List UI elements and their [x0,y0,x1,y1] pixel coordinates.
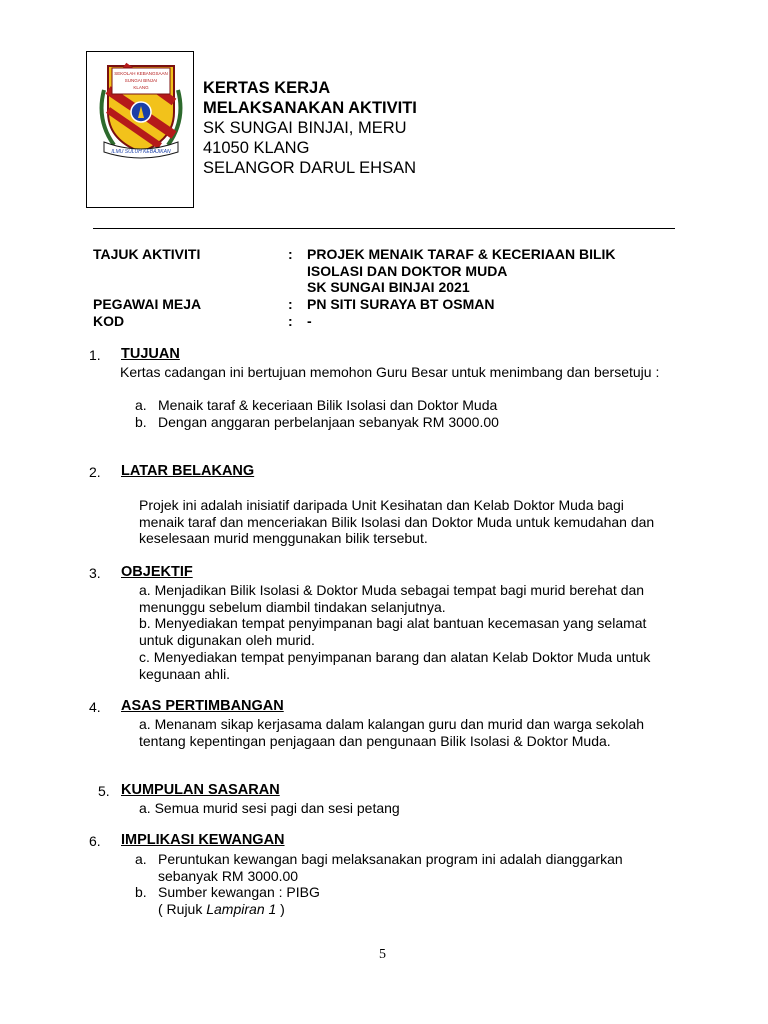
section-6-number: 6. [89,833,101,849]
section-6-item-a-marker: a. [135,851,147,867]
section-1-item-a-marker: a. [135,397,147,413]
header-line-3: SK SUNGAI BINJAI, MERU [203,119,407,137]
tajuk-line-2: ISOLASI DAN DOKTOR MUDA [307,262,508,279]
section-4-title: ASAS PERTIMBANGAN [121,698,284,714]
section-2-title: LATAR BELAKANG [121,463,255,479]
header-line-4: 41050 KLANG [203,139,310,157]
tajuk-line-1: PROJEK MENAIK TARAF & KECERIAAN BILIK [307,246,616,262]
section-6-title: IMPLIKASI KEWANGAN [121,832,285,848]
pegawai-label: PEGAWAI MEJA [93,296,202,312]
section-4-item-a: a. Menanam sikap kerjasama dalam kalangan guru dan murid dan warga sekolah tentang kepentingan penjagaan dan pengunaan Bilik Isolasi & Doktor Muda. [139,716,645,749]
header-divider [93,228,675,229]
logo-frame [86,51,194,208]
document-header [203,78,417,178]
section-3-title: OBJEKTIF [121,564,193,580]
reference-close: ) [276,901,285,917]
tajuk-colon: : [288,246,293,262]
pegawai-value: PN SITI SURAYA BT OSMAN [307,296,495,312]
header-line-5: SELANGOR DARUL EHSAN [203,159,417,177]
logo-banner-line3: KLANG [133,85,149,90]
kod-colon: : [288,313,293,329]
header-line-1: KERTAS KERJA [203,79,331,97]
page-number: 5 [379,947,386,962]
section-3-number: 3. [89,565,101,581]
section-1-item-b-marker: b. [135,414,147,430]
section-3-item-b: b. Menyediakan tempat penyimpanan bagi alat bantuan kecemasan yang selamat untuk digunakan oleh murid. [139,615,647,648]
section-2-number: 2. [89,464,101,480]
pegawai-colon: : [288,296,293,312]
school-crest-logo [94,60,188,160]
section-3-item-c: c. Menyediakan tempat penyimpanan barang dan alatan Kelab Doktor Muda untuk kegunaan ahli. [139,649,651,682]
reference-lampiran: Lampiran 1 [206,901,277,917]
section-2-text: Projek ini adalah inisiatif daripada Unit Kesihatan dan Kelab Doktor Muda bagi menaik taraf dan menceriakan Bilik Isolasi dan Doktor Muda untuk kemudahan dan keselesaan murid menggunakan bilik tersebut. [139,497,655,547]
logo-banner-line2: SUNGAI BINJAI [124,78,158,83]
kod-value: - [307,313,312,329]
header-line-2: MELAKSANAKAN AKTIVITI [203,99,417,117]
section-1-item-a: Menaik taraf & keceriaan Bilik Isolasi dan Doktor Muda [158,397,498,413]
tajuk-line-3: SK SUNGAI BINJAI 2021 [307,279,470,295]
section-3-item-a: a. Menjadikan Bilik Isolasi & Doktor Muda sebagai tempat bagi murid berehat dan menunggu sebelum diambil tindakan selanjutnya. [139,582,645,615]
kod-label: KOD [93,313,125,329]
logo-motto: ILMU SULUH KEBAJIKAN [111,149,171,155]
section-6-item-b: Sumber kewangan : PIBG [158,884,320,900]
tajuk-value [307,246,616,296]
logo-banner-line1: SEKOLAH KEBANGSAAN [114,71,168,76]
section-6-item-b-marker: b. [135,884,147,900]
reference-open: ( Rujuk [158,901,207,917]
section-6-item-a: Peruntukan kewangan bagi melaksanakan program ini adalah dianggarkan sebanyak RM 3000.00 [158,851,623,884]
tajuk-label: TAJUK AKTIVITI [93,246,201,262]
section-5-title: KUMPULAN SASARAN [121,782,280,798]
section-4-number: 4. [89,699,101,715]
section-1-intro: Kertas cadangan ini bertujuan memohon Guru Besar untuk menimbang dan bersetuju : [120,364,660,380]
section-1-title: TUJUAN [121,346,180,362]
section-6-reference [158,901,285,918]
section-1-number: 1. [89,347,101,363]
section-5-item-a: a. Semua murid sesi pagi dan sesi petang [139,800,400,816]
section-5-number: 5. [98,783,110,799]
section-1-item-b: Dengan anggaran perbelanjaan sebanyak RM 3000.00 [158,414,499,430]
